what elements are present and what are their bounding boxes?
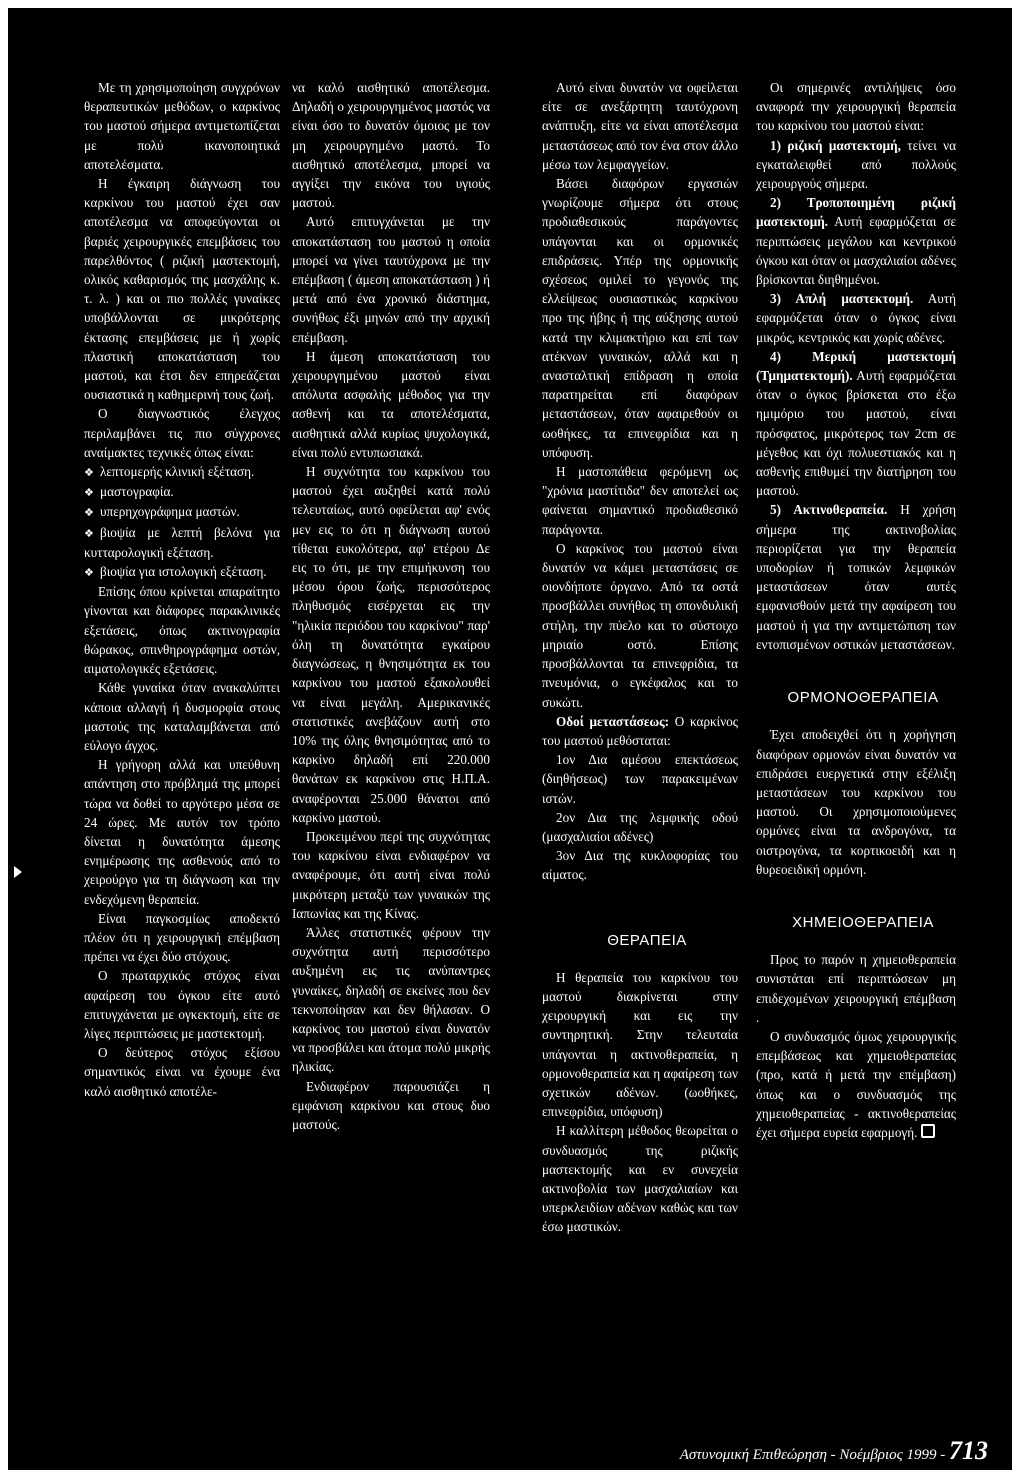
paragraph: να καλό αισθητικό αποτέλεσμα. Δηλαδή ο χειρουργημένος μαστός να είναι όσο το δυνατόν όμοιος με τον μη χειρουργημένο μαστό. Το αισθητικό αποτέλεσμα, μπορεί να αγγίξει την εικόνα του υγιούς μαστού.: [292, 80, 490, 211]
bullet-item: [84, 562, 280, 582]
paragraph: Η μαστοπάθεια φερόμενη ως "χρόνια μαστίτιδα" δεν αποτελεί ως φαίνεται σημαντικό προδιαθεσικό παράγοντα.: [542, 464, 738, 537]
bullet-diamond-icon: ❖: [84, 566, 94, 580]
bullet-item: [84, 523, 280, 562]
item-label: 5) Ακτινοθεραπεία.: [770, 502, 888, 518]
paragraph: Η έγκαιρη διάγνωση του καρκίνου του μαστού έχει σαν αποτέλεσμα να αποφεύγονται οι βαριές χειρουργικές επεμβάσεις του παρελθόντος ( ριζική μαστεκτομή, ολικός καθαρισμός της μασχάλης κ. τ. λ. ) και οι πιο πολλές γυναίκες υποβάλλονται σε μικρότερης έκτασης επεμβάσεις με ή χωρίς πλαστική αποκατάσταση του μαστού, και έτσι δεν επηρεάζεται ουσιαστικά η καθημερινή τους ζωή.: [84, 176, 280, 403]
paragraph: Ο καρκίνος του μαστού είναι δυνατόν να κάμει μεταστάσεις σε οιονδήποτε όργανο. Από τα οστά προσβάλλει συνήθως τη σπονδυλική στήλη, την πύελο και το σύστοιχο μηριαίο οστό. Επίσης προσβάλλονται τα επινεφρίδια, τα πνευμόνια, ο εγκέφαλος και το συκώτι.: [542, 540, 738, 710]
paragraph: Αυτό είναι δυνατόν να οφείλεται είτε σε ανεξάρτητη ταυτόχρονη ανάπτυξη, είτε να είναι αποτέλεσμα μεταστάσεως από τον ένα στον άλλο μέσω των λεμφαγγείων.: [542, 80, 738, 172]
bullet-diamond-icon: ❖: [84, 466, 94, 480]
paragraph: Επίσης όπου κρίνεται απαραίτητο γίνονται και διάφορες παρακλινικές εξετάσεις, όπως ακτινογραφία θώρακος, σπινθηρογράφημα οστών, αιματολογικές εξετάσεις.: [84, 584, 280, 677]
paragraph: Ενδιαφέρον παρουσιάζει η εμφάνιση καρκίνου και στους δυο μαστούς.: [292, 1078, 490, 1132]
paragraph: Η γρήγορη αλλά και υπεύθυνη απάντηση στο πρόβλημά της μπορεί τώρα να δοθεί το αργότερο μέσα σε 24 ώρες. Με αυτόν τον τρόπο δίνεται η δυνατότητα άμεσης ενημέρωσης της ασθενούς από το χειρούργο για τη διάγνωση και την ενδεχόμενη θεραπεία.: [84, 757, 280, 907]
bullet-item: [84, 502, 280, 522]
section-heading-hormone-therapy: ΟΡΜΟΝΟΘΕΡΑΠΕΙΑ: [787, 689, 939, 707]
bullet-text: μαστογραφία.: [100, 484, 174, 500]
item-text: τείνει να εγκαταλειφθεί από πολλούς χειρουργούς σήμερα.: [756, 137, 957, 192]
paragraph: Με τη χρησιμοποίηση συγχρόνων θεραπευτικών μεθόδων, ο καρκίνος του μαστού σήμερα αντιμετωπίζεται με πολύ ικανοποιητικά αποτελέσματα.: [84, 80, 280, 172]
section-heading-therapy: ΘΕΡΑΠΕΙΑ: [607, 931, 687, 949]
paragraph: Ο διαγνωστικός έλεγχος περιλαμβάνει τις πιο σύγχρονες αναίμακτες τεχνικές όπως είναι:: [84, 406, 280, 460]
item-label: 1) ριζική μαστεκτομή,: [770, 137, 901, 153]
bullet-diamond-icon: ❖: [84, 506, 94, 520]
bullet-diamond-icon: ❖: [84, 526, 94, 540]
paragraph: Η συχνότητα του καρκίνου του μαστού έχει αυξηθεί κατά πολύ τελευταίως, αυτό οφείλεται αφ' ενός μεν εις το ότι η διάγνωση αυτού τίθεται ευκολότερα, αφ' ετέρου Δε εις το ότι, με την επιμήκυνση του μέσου όρου ζωής, περισσότερος πληθυσμός εισέρχεται εις την "ηλικία περιόδου του καρκίνου" παρ' όλη τη δυνατότητα εγκαίρου διαγνώσεως, η θνησιμότητα εκ του καρκίνου του μαστού εξακολουθεί να είναι μεγάλη. Αμερικανικές στατιστικές ανεβάζουν αυτή στο 10% της όλης θνησιμότητας από το καρκίνο δηλαδή επί 220.000 θανάτων εκ καρκίνου στις Η.Π.Α. αναφέρονται 25.000 θάνατοι από καρκίνο μαστού.: [292, 464, 490, 825]
bullet-item: [84, 462, 280, 482]
item-text: Αυτή εφαρμόζεται σε περιπτώσεις μεγάλου και κεντρικού όγκου και όταν οι μασχαλιαίοι αδένες βρίσκονται διηθημένοι.: [756, 214, 956, 288]
list-item: [756, 136, 956, 194]
end-of-article-icon: [921, 1124, 935, 1138]
column-2: [292, 78, 490, 1134]
list-item: [756, 500, 956, 654]
item-text: Αυτή εφαρμόζεται όταν ο όγκος είναι μικρός, κεντρικός και χωρίς αδένες.: [756, 291, 956, 345]
bullet-text: υπερηχογράφημα μαστών.: [100, 504, 240, 520]
item-label: 3) Απλή μαστεκτομή.: [770, 291, 914, 307]
paragraph: Έχει αποδειχθεί ότι η χορήγηση διαφόρων ορμονών είναι δυνατόν να επιδράσει ευεργετικά στην εξέλιξη μεταστάσεων του καρκίνου του μαστού. Οι χρησιμοποιούμενες ορμόνες είναι τα ανδρογόνα, τα οιστρογόνα, τα κορτικοειδή και η θυρεοειδική ορμόνη.: [756, 727, 956, 877]
page-footer: [608, 1436, 988, 1466]
bullet-diamond-icon: ❖: [84, 486, 94, 500]
paragraph: Ο πρωταρχικός στόχος είναι αφαίρεση του όγκου είτε αυτό επιτυγχάνεται με ογκεκτομή, είτε σε λίγες περιπτώσεις με μαστεκτομή.: [84, 968, 280, 1041]
section-heading-chemotherapy: ΧΗΜΕΙΟΘΕΡΑΠΕΙΑ: [792, 913, 934, 931]
paragraph: [756, 1027, 956, 1142]
item-text: Αυτή εφαρμόζεται όταν ο όγκος βρίσκεται στο έξω ημιμόριο του μαστού, είναι πρόσφατος, μικρότερος των 2cm σε μέγεθος και όχι πολυεστιακός και η ασθενής επιθυμεί την διατήρηση του μαστού.: [756, 368, 956, 499]
paragraph: Οι σημερινές αντιλήψεις όσο αναφορά την χειρουργική θεραπεία του καρκίνου του μαστού είναι:: [756, 80, 956, 134]
column-3: [542, 78, 738, 1237]
item-label: 2) Τροποποιημένη ριζική μαστεκτομή.: [756, 195, 956, 230]
paragraph: Αυτό επιτυγχάνεται με την αποκατάσταση του μαστού η οποία μπορεί να γίνει ταυτόχρονα με την επέμβαση ( άμεση αποκατάσταση ) ή μετά από ένα χρονικό διάστημα, συνήθως έξι μηνών από την αρχική επέμβαση.: [292, 214, 490, 345]
list-item: 1ον Δια αμέσου επεκτάσεως (διηθήσεως) των παρακειμένων ιστών.: [542, 752, 738, 806]
item-label: 4) Μερική μαστεκτομή (Τμηματεκτομή).: [756, 348, 956, 384]
bullet-text: βιοψία με λεπτή βελόνα για κυτταρολογική εξέταση.: [84, 524, 280, 560]
paragraph: Η καλλίτερη μέθοδος θεωρείται ο συνδυασμός της ριζικής μαστεκτομής και εν συνεχεία ακτινοβολία των μασχαλιαίων και υπερκλειδίων αδένων καθώς και των έσω μαστικών.: [542, 1123, 738, 1235]
bullet-text: λεπτομερής κλινική εξέταση.: [100, 464, 255, 480]
paragraph: Η θεραπεία του καρκίνου του μαστού διακρίνεται στην χειρουργική και εις την συντηρητική. Στην τελευταία υπάγονται η ακτινοθεραπεία, η ορμονοθεραπεία και η αφαίρεση των σχετικών αδένων. (ωοθήκες, επινεφρίδια, υπόφυση): [542, 969, 738, 1120]
margin-arrow-icon: [14, 866, 22, 878]
paragraph: Είναι παγκοσμίως αποδεκτό πλέον ότι η χειρουργική επέμβαση πρέπει να έχει δύο στόχους.: [84, 910, 280, 965]
paragraph: Η άμεση αποκατάσταση του χειρουργημένου μαστού είναι απόλυτα ασφαλής μέθοδος για την ασθενή και τα αποτελέσματα, αισθητικά αλλά κυρίως ψυχολογικά, είναι πολύ εντυπωσιακά.: [292, 348, 490, 460]
column-1: [84, 78, 280, 1101]
column-4: [756, 78, 956, 1142]
list-item: [756, 193, 956, 289]
list-item: [756, 289, 956, 347]
bullet-item: [84, 482, 280, 502]
paragraph-text: Ο συνδυασμός όμως χειρουργικής επεμβάσεως και χημειοθεραπείας (προ, κατά ή μετά την επέμβαση) όπως και ο συνδυασμός της χημειοθεραπείας - ακτινοθεραπείας έχει σήμερα ευρεία εφαρμογή.: [756, 1028, 956, 1140]
paragraph: [542, 712, 738, 750]
paragraph: Άλλες στατιστικές φέρουν την συχνότητα αυτή περισσότερο αυξημένη εις τις ανύπαντρες γυναίκες, δηλαδή σε εκείνες που δεν τεκνοποίησαν και δεν θήλασαν. Ο καρκίνος του μαστού είναι δυνατόν να προσβάλει και άτομα πολύ μικρής ηλικίας.: [292, 924, 490, 1075]
paragraph: Προς το παρόν η χημειοθεραπεία συνιστάται επί περιπτώσεων μη επιδεχομένων χειρουργική επέμβαση .: [756, 952, 956, 1025]
list-item: 2ον Δια της λεμφικής οδού (μασχαλιαίοι αδένες): [542, 809, 738, 844]
metastasis-routes-label: Οδοί μεταστάσεως:: [556, 713, 670, 729]
black-page-background: [8, 8, 1012, 1470]
list-item: [756, 347, 956, 501]
paragraph-text: Ο καρκίνος του μαστού μεθόσταται:: [542, 713, 738, 748]
paragraph: Βάσει διαφόρων εργασιών γνωρίζουμε σήμερα ότι στους προδιαθεσικούς παράγοντες υπάγονται και οι ορμονικές επιδράσεις. Υπέρ της ορμονικής σχέσεως ομιλεί το γεγονός της ελλείψεως ουσιαστικώς καρκίνου προ της ήβης ή της αύξησης αυτού κατά την κλιμακτήριο και επί των ατέκνων γυναικών, αλλά και η ανασταλτική επίδραση η οποία παρατηρείται επί διαφόρων μεταστάσεων, όταν αφαιρεθούν οι ωοθήκες, τα επινεφρίδια και η υπόφυση.: [542, 176, 738, 460]
paragraph: Προκειμένου περί της συχνότητας του καρκίνου είναι ενδιαφέρον να αναφέρουμε, ότι αυτή είναι πολύ μικρότερη μεταξύ των γυναικών της Ιαπωνίας και της Κίνας.: [292, 828, 490, 921]
publication-source: Αστυνομική Επιθεώρηση - Νοέμβριος 1999 -: [679, 1447, 949, 1463]
bullet-text: βιοψία για ιστολογική εξέταση.: [100, 564, 267, 580]
list-item: 3ον Δια της κυκλοφορίας του αίματος.: [542, 848, 738, 883]
item-text: Η χρήση σήμερα της ακτινοβολίας περιορίζεται για την θεραπεία υποδορίων ή τοπικών λεμφικών μεταστάσεων όταν αυτές εμφανισθούν μετά την αφαίρεση του μαστού ή για την αντιμετώπιση των εντοπισμένων οστικών μεταστάσεων.: [756, 502, 957, 652]
paragraph: Ο δεύτερος στόχος εξίσου σημαντικός είναι να έχουμε ένα καλό αισθητικό αποτέλε-: [84, 1045, 280, 1099]
page-number: 713: [949, 1436, 988, 1465]
paragraph: Κάθε γυναίκα όταν ανακαλύπτει κάποια αλλαγή ή δυσμορφία στους μαστούς της καταλαμβάνεται από εύλογο άγχος.: [84, 680, 280, 753]
